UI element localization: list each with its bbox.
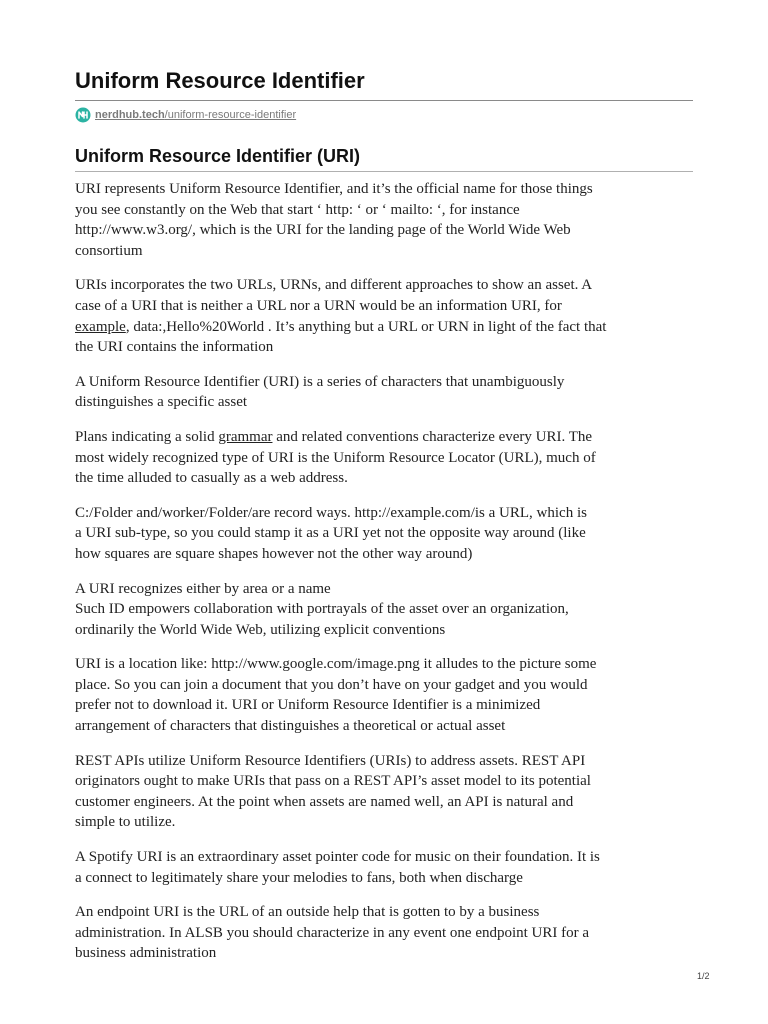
text-line: customer engineers. At the point when assets are named well, an API is natural and (75, 793, 574, 810)
text-line: http://www.w3.org/, which is the URI for the landing page of the World Wide Web (75, 222, 571, 239)
title-divider (75, 100, 693, 101)
text-line: C:/Folder and/worker/Folder/are record ways. http://example.com/is a URL, which is (75, 504, 587, 521)
grammar-link[interactable]: grammar (218, 428, 273, 445)
paragraph (75, 902, 693, 964)
paragraph (75, 751, 693, 833)
source-link[interactable] (75, 106, 296, 124)
text-line: URIs incorporates the two URLs, URNs, and different approaches to show an asset. A (75, 277, 593, 294)
paragraph (75, 847, 693, 888)
source-domain[interactable]: nerdhub.tech (95, 109, 165, 121)
text-line: consortium (75, 242, 143, 259)
text-line: the time alluded to casually as a web address. (75, 470, 348, 487)
paragraph (75, 503, 693, 565)
article-body (75, 179, 693, 978)
text-line: case of a URI that is neither a URL nor a URN would be an information URI, for (75, 297, 562, 314)
text-line (75, 427, 693, 448)
text-line: An endpoint URI is the URL of an outside help that is gotten to by a business (75, 904, 540, 921)
paragraph (75, 275, 693, 357)
text-line: you see constantly on the Web that start ‘ http: ‘ or ‘ mailto: ‘, for instance (75, 201, 520, 218)
text-line: place. So you can join a document that you don’t have on your gadget and you would (75, 676, 588, 693)
text-line: A Uniform Resource Identifier (URI) is a series of characters that unambiguously (75, 373, 565, 390)
text-line: distinguishes a specific asset (75, 394, 248, 411)
text-line: ordinarily the World Wide Web, utilizing explicit conventions (75, 621, 446, 638)
text-line: URI is a location like: http://www.google.com/image.png it alludes to the picture some (75, 656, 597, 673)
nerdhub-logo-icon (75, 107, 91, 123)
section-divider (75, 171, 693, 172)
page-number: 1/2 (697, 971, 710, 981)
text-line: how squares are square shapes however not the other way around) (75, 545, 473, 562)
text-line: most widely recognized type of URI is the Uniform Resource Locator (URL), much of (75, 449, 596, 466)
text-line: a connect to legitimately share your melodies to fans, both when discharge (75, 869, 523, 886)
text-run: Plans indicating a solid (75, 428, 219, 445)
paragraph (75, 372, 693, 413)
text-run: and related conventions characterize every URI. The (272, 428, 593, 445)
text-line: Such ID empowers collaboration with portrayals of the asset over an organization, (75, 601, 569, 618)
text-line: URI represents Uniform Resource Identifier, and it’s the official name for those things (75, 181, 593, 197)
text-line: simple to utilize. (75, 814, 176, 831)
text-line: REST APIs utilize Uniform Resource Identifiers (URIs) to address assets. REST API (75, 752, 586, 769)
paragraph (75, 654, 693, 736)
page-title: Uniform Resource Identifier (75, 68, 365, 93)
text-line: originators ought to make URIs that pass on a REST API’s asset model to its potential (75, 773, 591, 790)
text-line: administration. In ALSB you should characterize in any event one endpoint URI for a (75, 924, 590, 941)
text-line: A Spotify URI is an extraordinary asset pointer code for music on their foundation. It is (75, 849, 600, 866)
text-line: the URI contains the information (75, 339, 274, 356)
example-link[interactable]: example (75, 318, 126, 335)
text-run: , data:,Hello%20World . It’s anything but a URL or URN in light of the fact that (125, 318, 607, 335)
text-line: prefer not to download it. URI or Uniform Resource Identifier is a minimized (75, 697, 541, 714)
source-path[interactable]: /uniform-resource-identifier (164, 109, 297, 121)
paragraph (75, 579, 693, 641)
text-line: business administration (75, 945, 217, 962)
text-line: arrangement of characters that distinguishes a theoretical or actual asset (75, 718, 506, 735)
text-line (75, 317, 693, 338)
text-line: a URI sub-type, so you could stamp it as a URI yet not the opposite way around (like (75, 525, 586, 542)
text-line: A URI recognizes either by area or a name (75, 580, 331, 597)
paragraph (75, 179, 693, 261)
section-heading: Uniform Resource Identifier (URI) (75, 146, 361, 166)
paragraph (75, 427, 693, 489)
